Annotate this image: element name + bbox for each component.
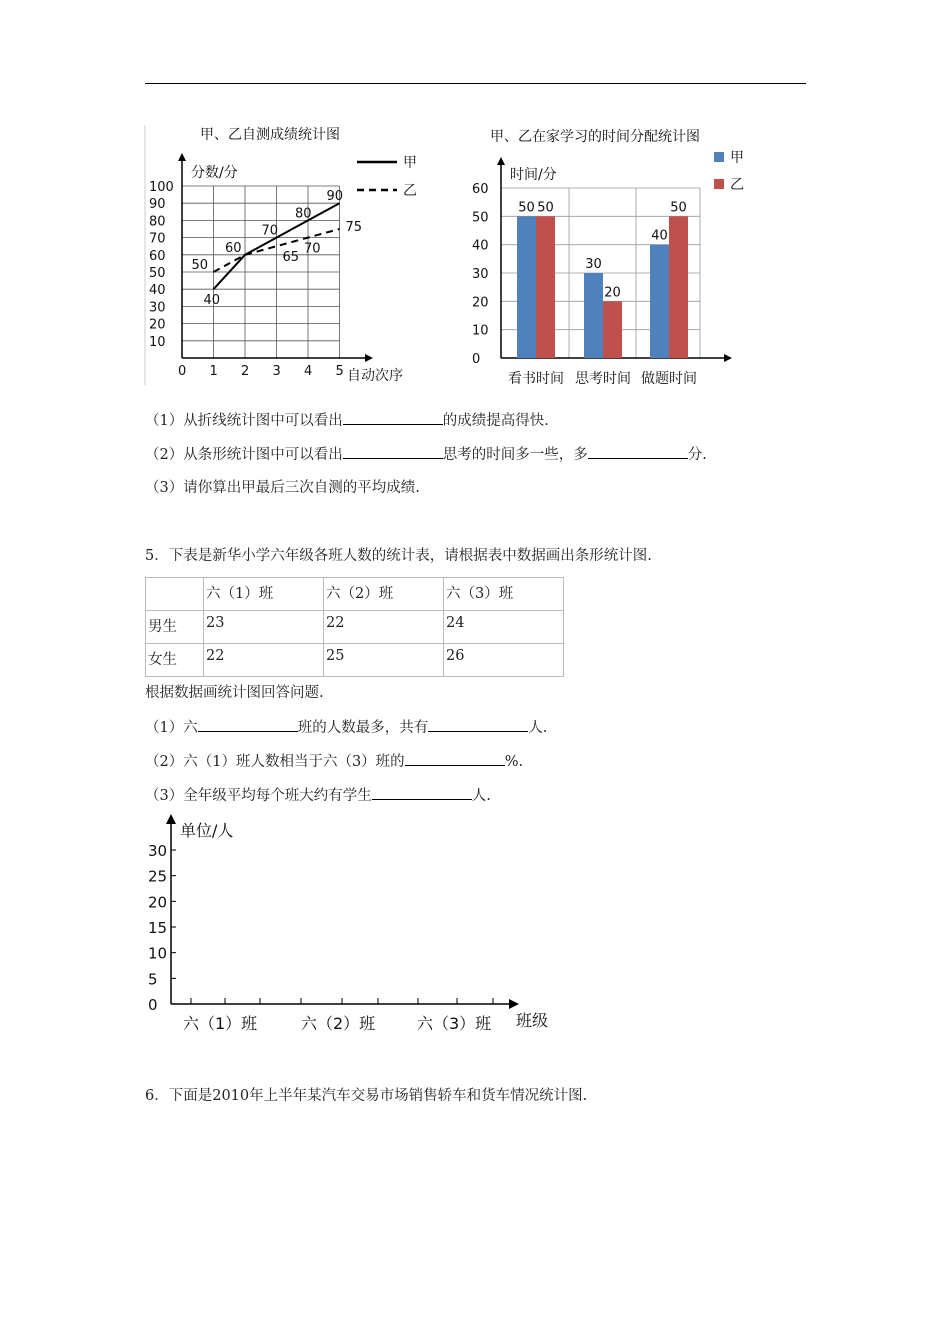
- table-cell: 25: [324, 644, 444, 677]
- q4-item-1-after: 的成绩提高得快.: [442, 413, 549, 429]
- y-tick-label: 90: [149, 197, 166, 213]
- y-tick-label: 25: [148, 867, 168, 886]
- y-tick-label: 20: [148, 893, 168, 912]
- table-cell: 23: [204, 611, 324, 644]
- bar-yi: [603, 301, 622, 358]
- x-axis-arrow: [509, 999, 519, 1009]
- q4-item-2-blank-b[interactable]: [588, 444, 688, 459]
- table-cell: 六（1）班: [204, 578, 324, 611]
- q6-intro: 6．下面是2010年上半年某汽车交易市场销售轿车和货车情况统计图.: [145, 1088, 588, 1104]
- q4-item-1-text: （1）从折线统计图中可以看出: [145, 413, 343, 429]
- data-label-jia: 70: [261, 223, 279, 239]
- bar-value-label: 50: [537, 200, 554, 216]
- table-cell: 24: [444, 611, 564, 644]
- q5-item-2-after: %.: [504, 754, 524, 770]
- legend-label-jia: 甲: [403, 155, 417, 171]
- table-cell: 六（3）班: [444, 578, 564, 611]
- y-axis-label: 单位/人: [180, 821, 234, 840]
- data-label-jia: 40: [203, 293, 221, 309]
- y-tick-label: 20: [149, 317, 166, 333]
- x-axis-label: 班级: [516, 1011, 549, 1030]
- bar-value-label: 30: [585, 257, 602, 272]
- y-tick-label: 50: [472, 210, 489, 226]
- q4-item-2-text: （2）从条形统计图中可以看出: [145, 447, 343, 463]
- x-tick-label: 2: [241, 364, 250, 379]
- q5-item-3-blank[interactable]: [372, 785, 472, 800]
- bar-yi: [669, 216, 688, 358]
- q5-item-1-blank-a[interactable]: [198, 717, 298, 732]
- data-label-yi: 50: [191, 258, 209, 273]
- bar-value-label: 20: [604, 285, 621, 301]
- q5-item-3-text: （3）全年级平均每个班大约有学生: [145, 788, 372, 804]
- x-tick-label: 1: [209, 364, 218, 379]
- y-tick-label: 40: [472, 238, 489, 254]
- bar-value-label: 40: [651, 228, 668, 244]
- y-tick-label: 5: [148, 970, 158, 989]
- bar-chart-y-label: 时间/分: [510, 167, 557, 183]
- category-label: 做题时间: [641, 371, 697, 387]
- data-label-yi: 75: [345, 220, 363, 235]
- bar-jia: [650, 245, 669, 358]
- y-tick-label: 70: [149, 231, 166, 247]
- category-label: 六（2）班: [301, 1014, 376, 1033]
- x-tick-label: 0: [178, 364, 187, 379]
- table-cell: 六（2）班: [324, 578, 444, 611]
- y-tick-label: 60: [149, 248, 166, 264]
- table-header-row: [146, 578, 564, 611]
- q5-item-1-mid: 班的人数最多，共有: [297, 720, 429, 736]
- y-tick-label: 80: [149, 214, 166, 230]
- category-label: 六（1）班: [183, 1014, 258, 1033]
- bar-value-label: 50: [670, 200, 687, 216]
- y-tick-label: 15: [148, 919, 168, 937]
- q4-item-1-blank[interactable]: [343, 410, 443, 425]
- q5-item-2: [145, 751, 523, 772]
- q5-item-2-text: （2）六（1）班人数相当于六（3）班的: [145, 754, 405, 770]
- q4-item-2-after: 分.: [687, 447, 707, 463]
- table-cell: [146, 578, 204, 611]
- q5-item-1: [145, 717, 547, 738]
- q4-item-3-text: （3）请你算出甲最后三次自测的平均成绩.: [145, 480, 420, 496]
- y-axis-arrow: [497, 157, 505, 165]
- table-cell: 女生: [146, 644, 204, 677]
- data-label-yi: 70: [304, 241, 321, 257]
- class-count-table: [145, 577, 564, 677]
- data-label-yi: 65: [282, 250, 300, 266]
- y-tick-label: 20: [472, 295, 489, 311]
- y-tick-label: 60: [472, 182, 489, 197]
- x-tick-label: 3: [272, 364, 281, 379]
- category-label: 六（3）班: [417, 1014, 492, 1033]
- q5-after-table: 根据数据画统计图回答问题.: [145, 685, 324, 701]
- bar-chart-legend: [714, 150, 744, 193]
- category-label: 看书时间: [508, 371, 564, 387]
- y-tick-label: 0: [472, 352, 481, 367]
- data-label-jia: 90: [326, 189, 344, 205]
- y-tick-label: 40: [149, 283, 166, 299]
- legend-label-jia: 甲: [730, 150, 744, 166]
- y-tick-label: 50: [149, 266, 166, 281]
- line-chart-x-label: 自动次序: [347, 368, 403, 384]
- legend-swatch-yi: [714, 179, 724, 189]
- q4-item-3: [145, 478, 420, 498]
- line-chart-y-label: 分数/分: [191, 165, 238, 181]
- y-tick-label: 30: [148, 842, 168, 860]
- data-label-jia: 80: [295, 206, 312, 222]
- y-tick-label: 10: [149, 334, 166, 350]
- header-rule: [145, 83, 806, 84]
- table-row: [146, 644, 564, 677]
- legend-label-yi: 乙: [403, 183, 417, 199]
- q5-item-1-after: 人.: [528, 720, 548, 736]
- y-axis-arrow: [166, 814, 176, 824]
- bar-jia: [517, 216, 536, 358]
- line-chart: [145, 123, 425, 388]
- bar-jia: [584, 273, 603, 358]
- line-chart-title: 甲、乙自测成绩统计图: [200, 127, 340, 143]
- table-cell: 22: [324, 611, 444, 644]
- x-tick-label: 5: [335, 364, 344, 379]
- q5-item-2-blank[interactable]: [405, 751, 505, 766]
- y-tick-label: 10: [148, 944, 168, 963]
- y-tick-label: 100: [149, 180, 174, 195]
- class-count-chart: [145, 810, 565, 1040]
- category-label: 思考时间: [575, 371, 631, 387]
- q5-item-1-blank-b[interactable]: [428, 717, 528, 732]
- bar-chart: [468, 123, 758, 393]
- bar-yi: [536, 216, 555, 358]
- y-tick-label: 0: [148, 996, 158, 1014]
- q4-item-2-blank-a[interactable]: [343, 444, 443, 459]
- q4-item-1: [145, 410, 549, 431]
- legend-label-yi: 乙: [730, 177, 744, 193]
- q4-item-2-mid: 思考的时间多一些，多: [442, 447, 588, 463]
- x-axis-arrow: [724, 354, 732, 362]
- q5-item-1-text: （1）六: [145, 720, 198, 736]
- table-cell: 22: [204, 644, 324, 677]
- q5-intro: 5．下表是新华小学六年级各班人数的统计表，请根据表中数据画出条形统计图.: [145, 548, 652, 564]
- legend-swatch-jia: [714, 152, 724, 162]
- bar-value-label: 50: [518, 200, 535, 216]
- y-tick-label: 30: [472, 267, 489, 282]
- table-row: [146, 611, 564, 644]
- q4-item-2: [145, 444, 707, 465]
- x-tick-label: 4: [304, 364, 313, 379]
- q5-item-3-after: 人.: [471, 788, 491, 804]
- y-tick-label: 10: [472, 323, 489, 339]
- bar-chart-title: 甲、乙在家学习的时间分配统计图: [490, 129, 700, 145]
- data-label-jia: 60: [225, 240, 242, 256]
- q5-item-3: [145, 785, 491, 806]
- table-cell: 26: [444, 644, 564, 677]
- y-tick-label: 30: [149, 300, 166, 316]
- table-cell: 男生: [146, 611, 204, 644]
